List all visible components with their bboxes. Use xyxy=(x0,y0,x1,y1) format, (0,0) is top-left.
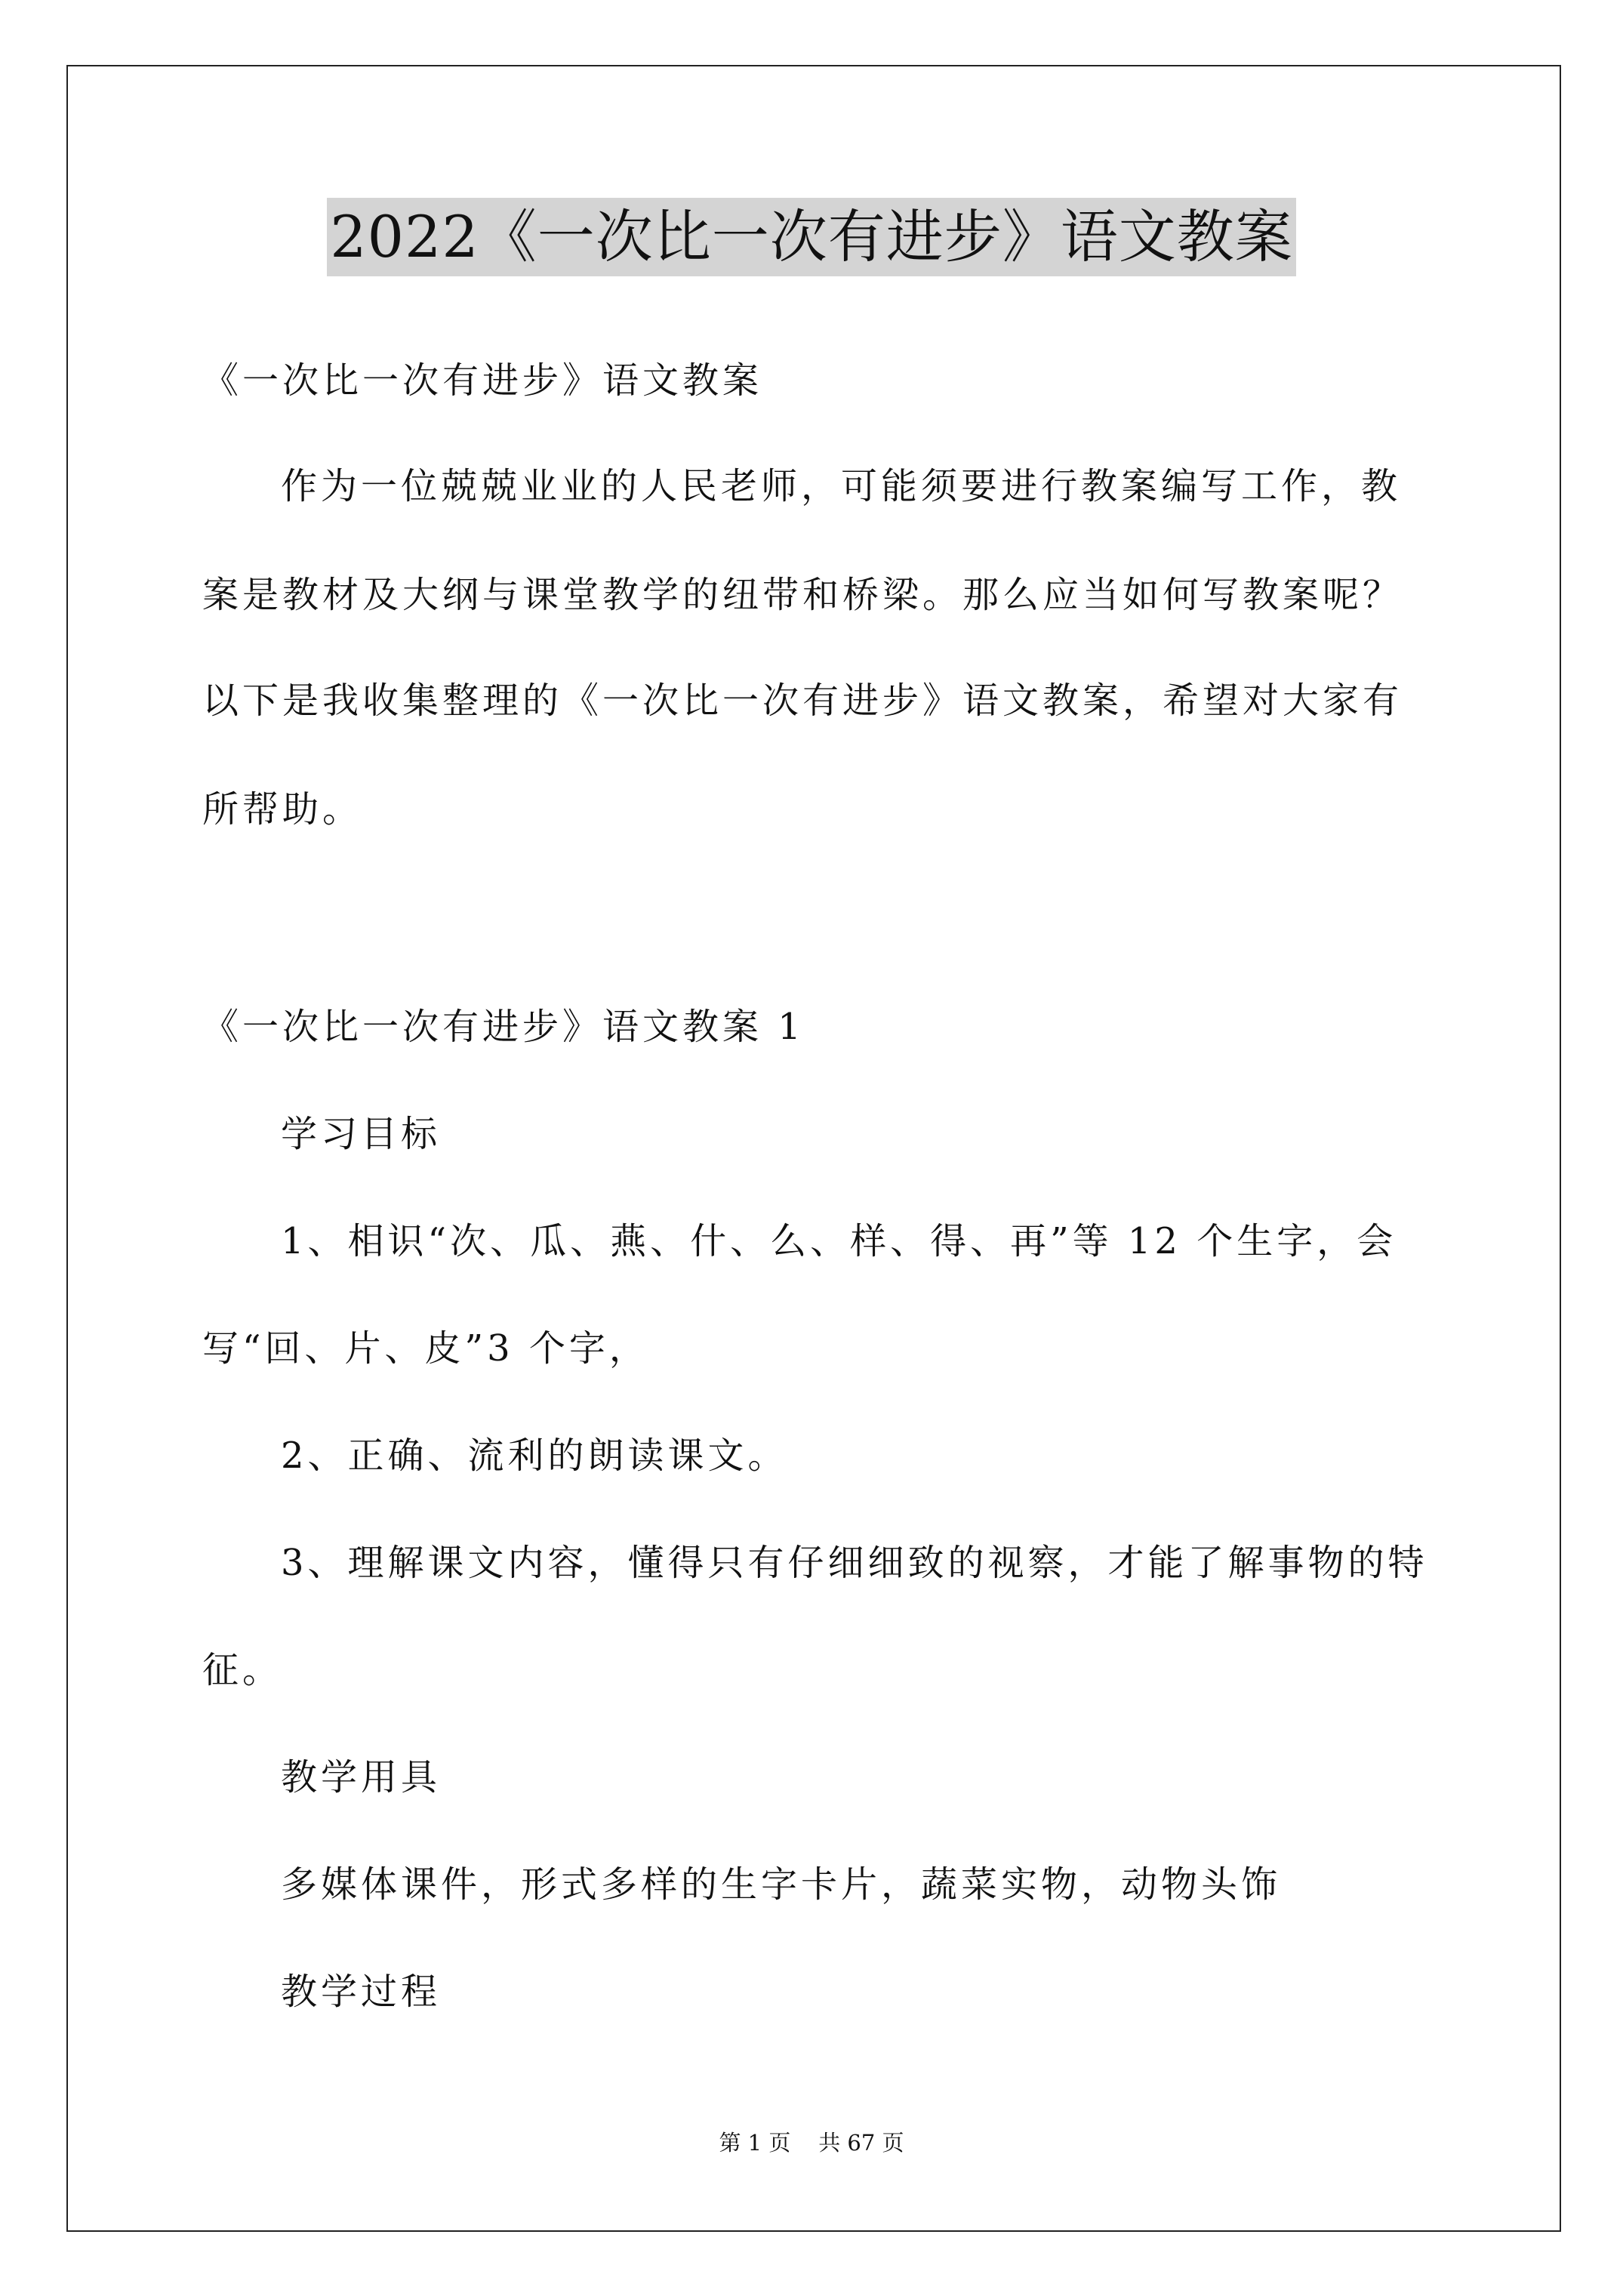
paragraph-line: 案是教材及大纲与课堂教学的纽带和桥梁。那么应当如何写教案呢？ xyxy=(202,574,1403,616)
list-item: 1、相识“次、瓜、燕、什、么、样、得、再”等 12 个生字，会 xyxy=(281,1220,1397,1262)
list-item-continued: 征。 xyxy=(202,1649,283,1691)
section-label: 教学用具 xyxy=(281,1756,442,1798)
list-item-continued: 写“回、片、皮”3 个字， xyxy=(202,1327,649,1370)
subtitle-line: 《一次比一次有进步》语文教案 xyxy=(202,359,763,402)
page-number-footer: 第 1 页 共 67 页 xyxy=(719,2130,904,2156)
paragraph-line: 作为一位兢兢业业的人民老师，可能须要进行教案编写工作，教 xyxy=(281,465,1402,507)
document-title: 2022《一次比一次有进步》语文教案 xyxy=(327,198,1295,276)
list-item: 3、理解课文内容，懂得只有仔细细致的视察，才能了解事物的特 xyxy=(281,1542,1428,1584)
paragraph-line: 所帮助。 xyxy=(202,788,363,831)
section-heading: 《一次比一次有进步》语文教案 1 xyxy=(202,1006,805,1048)
list-item: 2、正确、流利的朗读课文。 xyxy=(281,1435,788,1477)
title-container xyxy=(0,198,1623,276)
paragraph-line: 多媒体课件，形式多样的生字卡片，蔬菜实物，动物头饰 xyxy=(281,1863,1282,1906)
section-label: 学习目标 xyxy=(281,1113,442,1155)
paragraph-line: 以下是我收集整理的《一次比一次有进步》语文教案，希望对大家有 xyxy=(202,680,1403,722)
section-label: 教学过程 xyxy=(281,1971,442,2013)
